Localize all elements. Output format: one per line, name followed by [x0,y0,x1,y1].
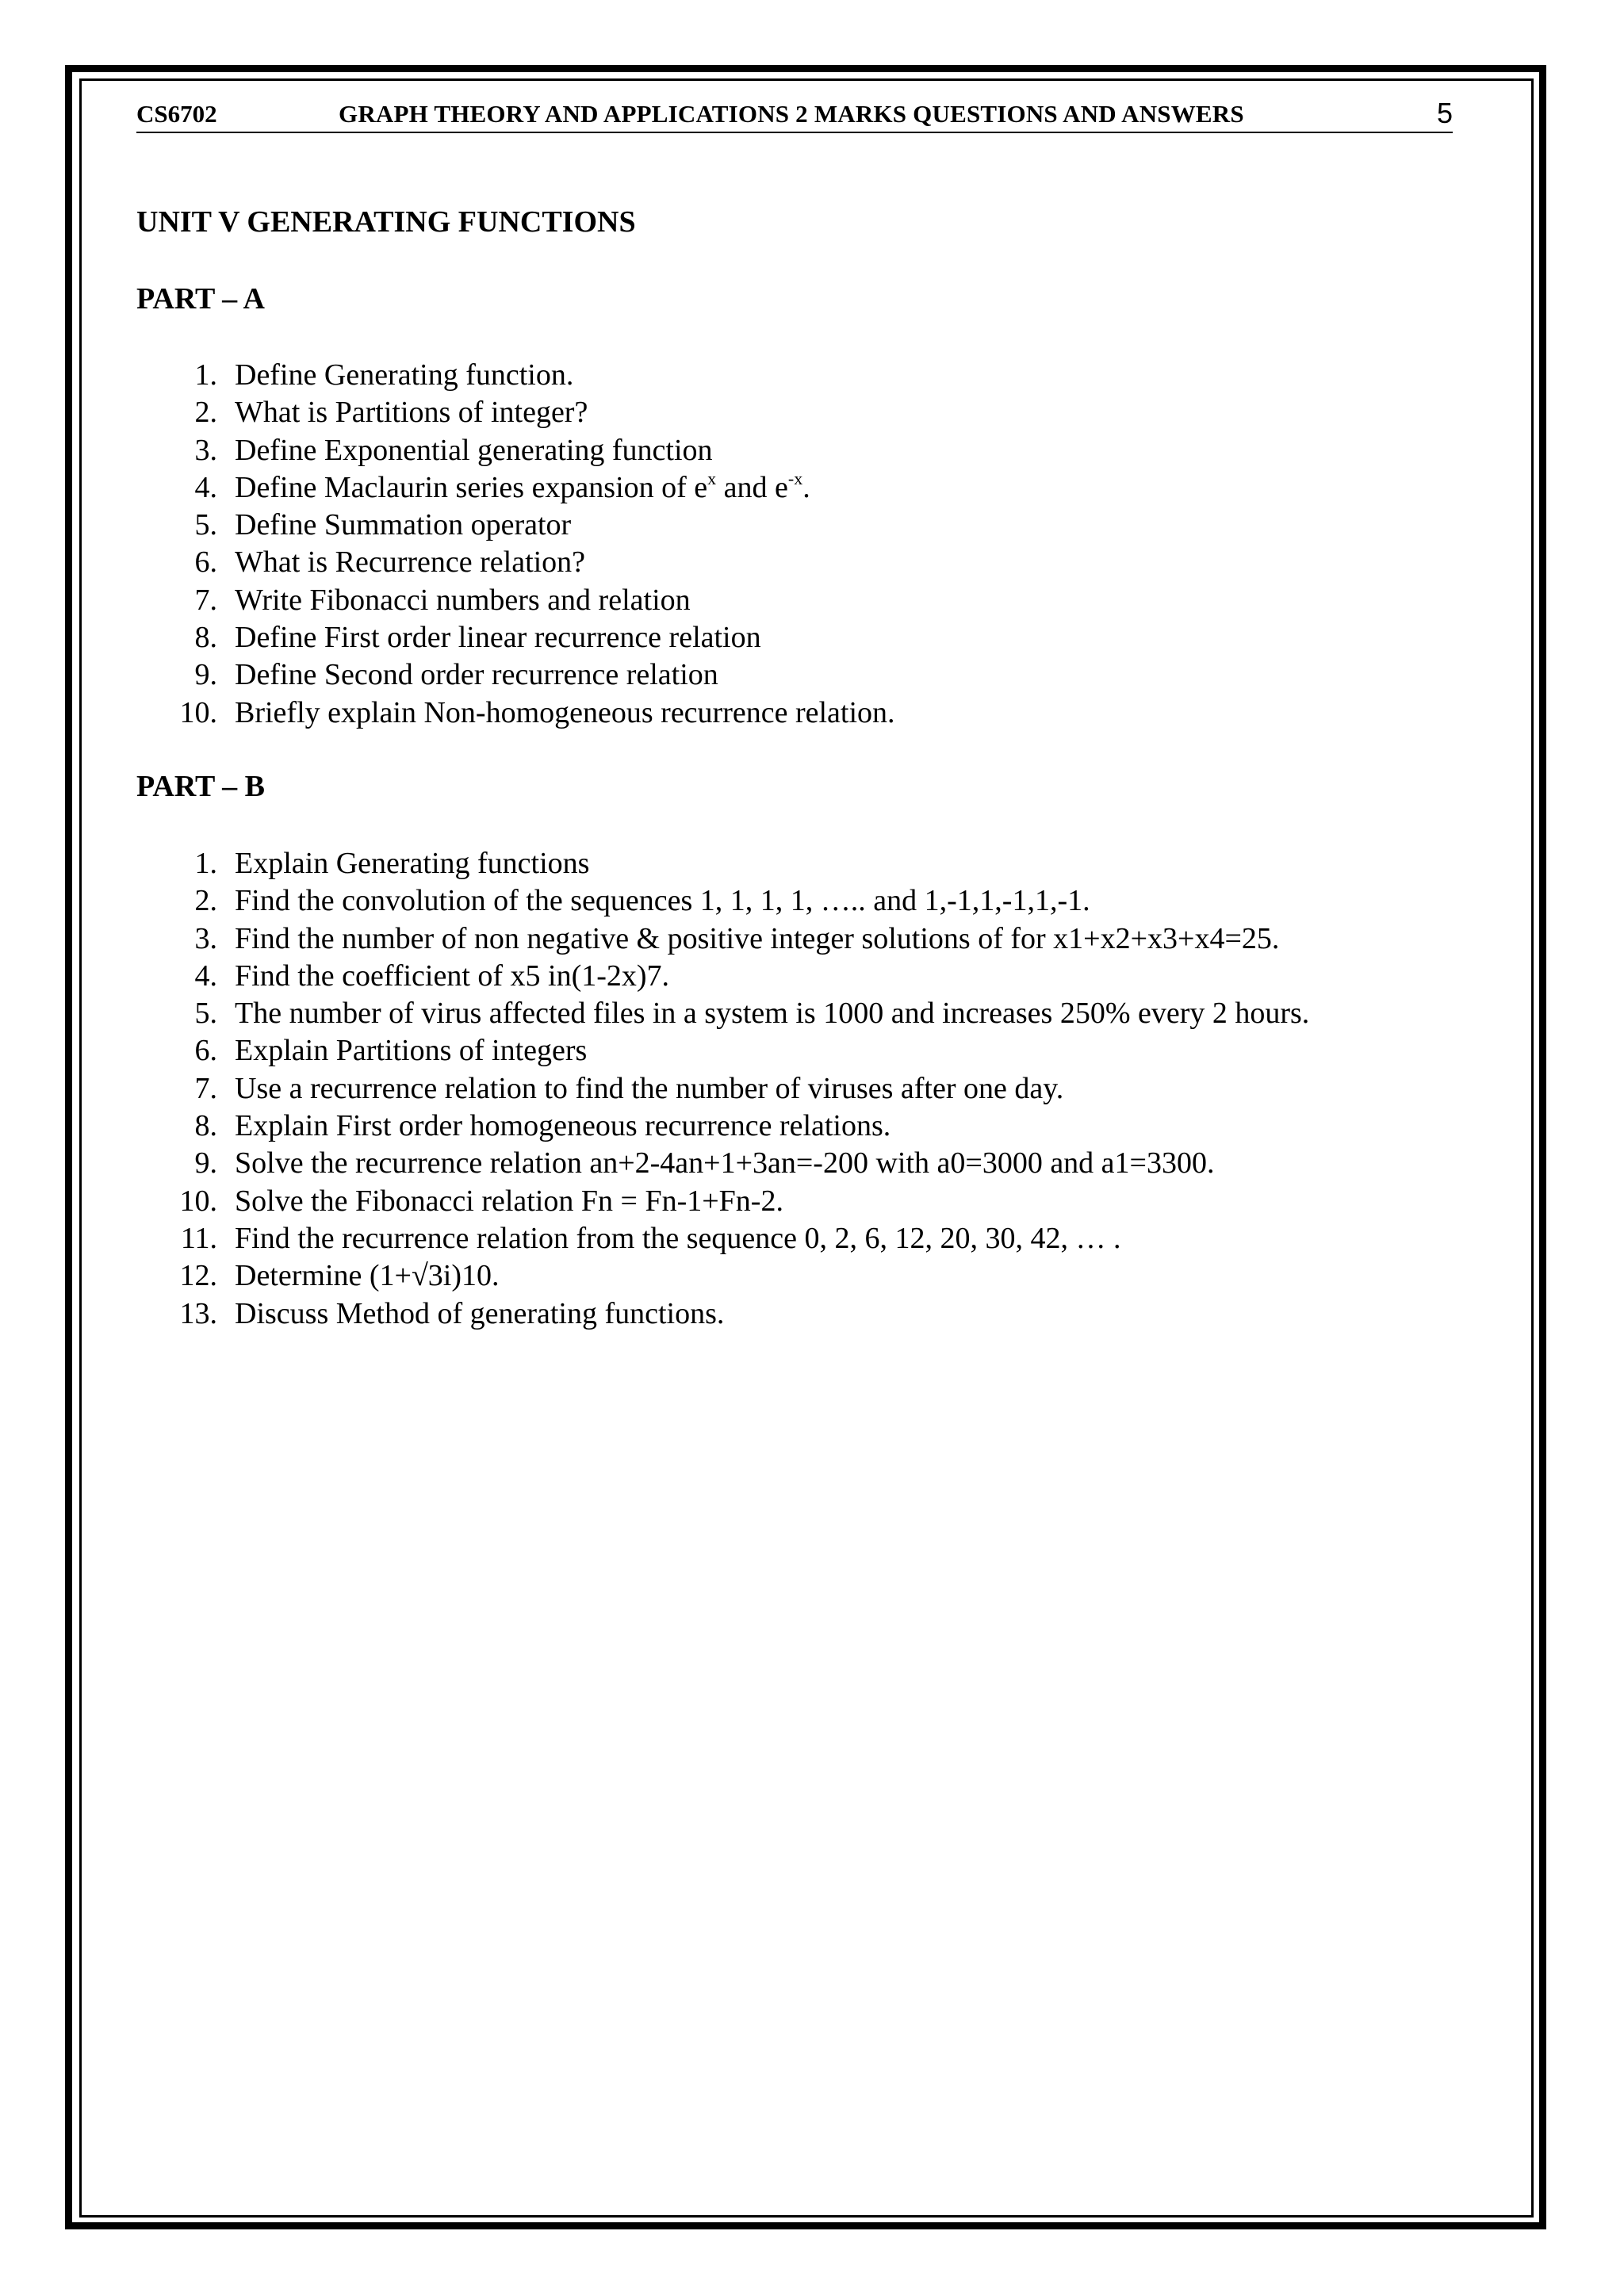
header-title: GRAPH THEORY AND APPLICATIONS 2 MARKS QUESTIONS AND ANSWERS [339,100,1244,128]
part-b-heading: PART – B [136,770,265,803]
page-header [136,97,1453,133]
page-number: 5 [1436,97,1453,129]
unit-title: UNIT V GENERATING FUNCTIONS [136,205,636,239]
part-a-heading: PART – A [136,282,265,316]
course-code: CS6702 [136,100,217,128]
